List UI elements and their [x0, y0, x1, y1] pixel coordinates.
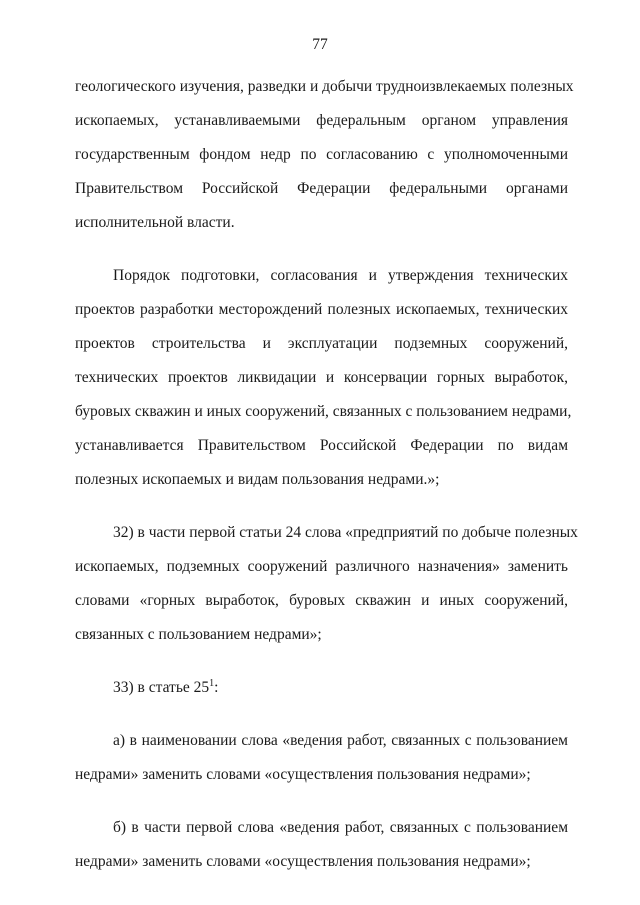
text-line: ископаемых, устанавливаемыми федеральным органом управления: [75, 112, 568, 129]
text-line: государственным фондом недр по согласованию с уполномоченными: [75, 146, 568, 163]
text-line: проектов разработки месторождений полезных ископаемых, технических: [75, 301, 568, 318]
text-line: б) в части первой слова «ведения работ, связанных с пользованием: [113, 819, 568, 836]
article-colon: :: [214, 679, 219, 696]
text-line: а) в наименовании слова «ведения работ, связанных с пользованием: [113, 732, 568, 749]
paragraph: [75, 811, 568, 879]
text-line: полезных ископаемых и видам пользования недрами.»;: [75, 471, 440, 488]
text-line: 32) в части первой статьи 24 слова «предприятий по добыче полезных: [113, 524, 578, 541]
paragraph: [75, 724, 568, 792]
paragraph: [75, 259, 572, 497]
paragraph: [75, 70, 574, 240]
article-superscript: 1: [209, 678, 215, 689]
text-line: Правительством Российской Федерации федеральными органами: [75, 180, 568, 197]
text-line: ископаемых, подземных сооружений различного назначения» заменить: [75, 558, 568, 575]
text-line: Порядок подготовки, согласования и утверждения технических: [113, 267, 568, 284]
text-line: связанных с пользованием недрами»;: [75, 626, 322, 643]
text-line: исполнительной власти.: [75, 214, 235, 231]
paragraph: [75, 516, 578, 652]
text-line: [75, 671, 568, 705]
text-line: технических проектов ликвидации и консервации горных выработок,: [75, 369, 568, 386]
text-line: недрами» заменить словами «осуществления пользования недрами»;: [75, 766, 531, 783]
text-line: устанавливается Правительством Российской Федерации по видам: [75, 437, 568, 454]
article-reference: 33) в статье 25: [113, 679, 210, 696]
text-line: буровых скважин и иных сооружений, связанных с пользованием недрами,: [75, 403, 572, 420]
page-number: 77: [312, 36, 328, 53]
text-line: проектов строительства и эксплуатации подземных сооружений,: [75, 335, 568, 352]
document-body: [75, 70, 578, 879]
text-line: недрами» заменить словами «осуществления пользования недрами»;: [75, 853, 531, 870]
text-line: геологического изучения, разведки и добычи трудноизвлекаемых полезных: [75, 78, 574, 95]
text-line: словами «горных выработок, буровых скважин и иных сооружений,: [75, 592, 568, 609]
paragraph: [75, 671, 568, 705]
